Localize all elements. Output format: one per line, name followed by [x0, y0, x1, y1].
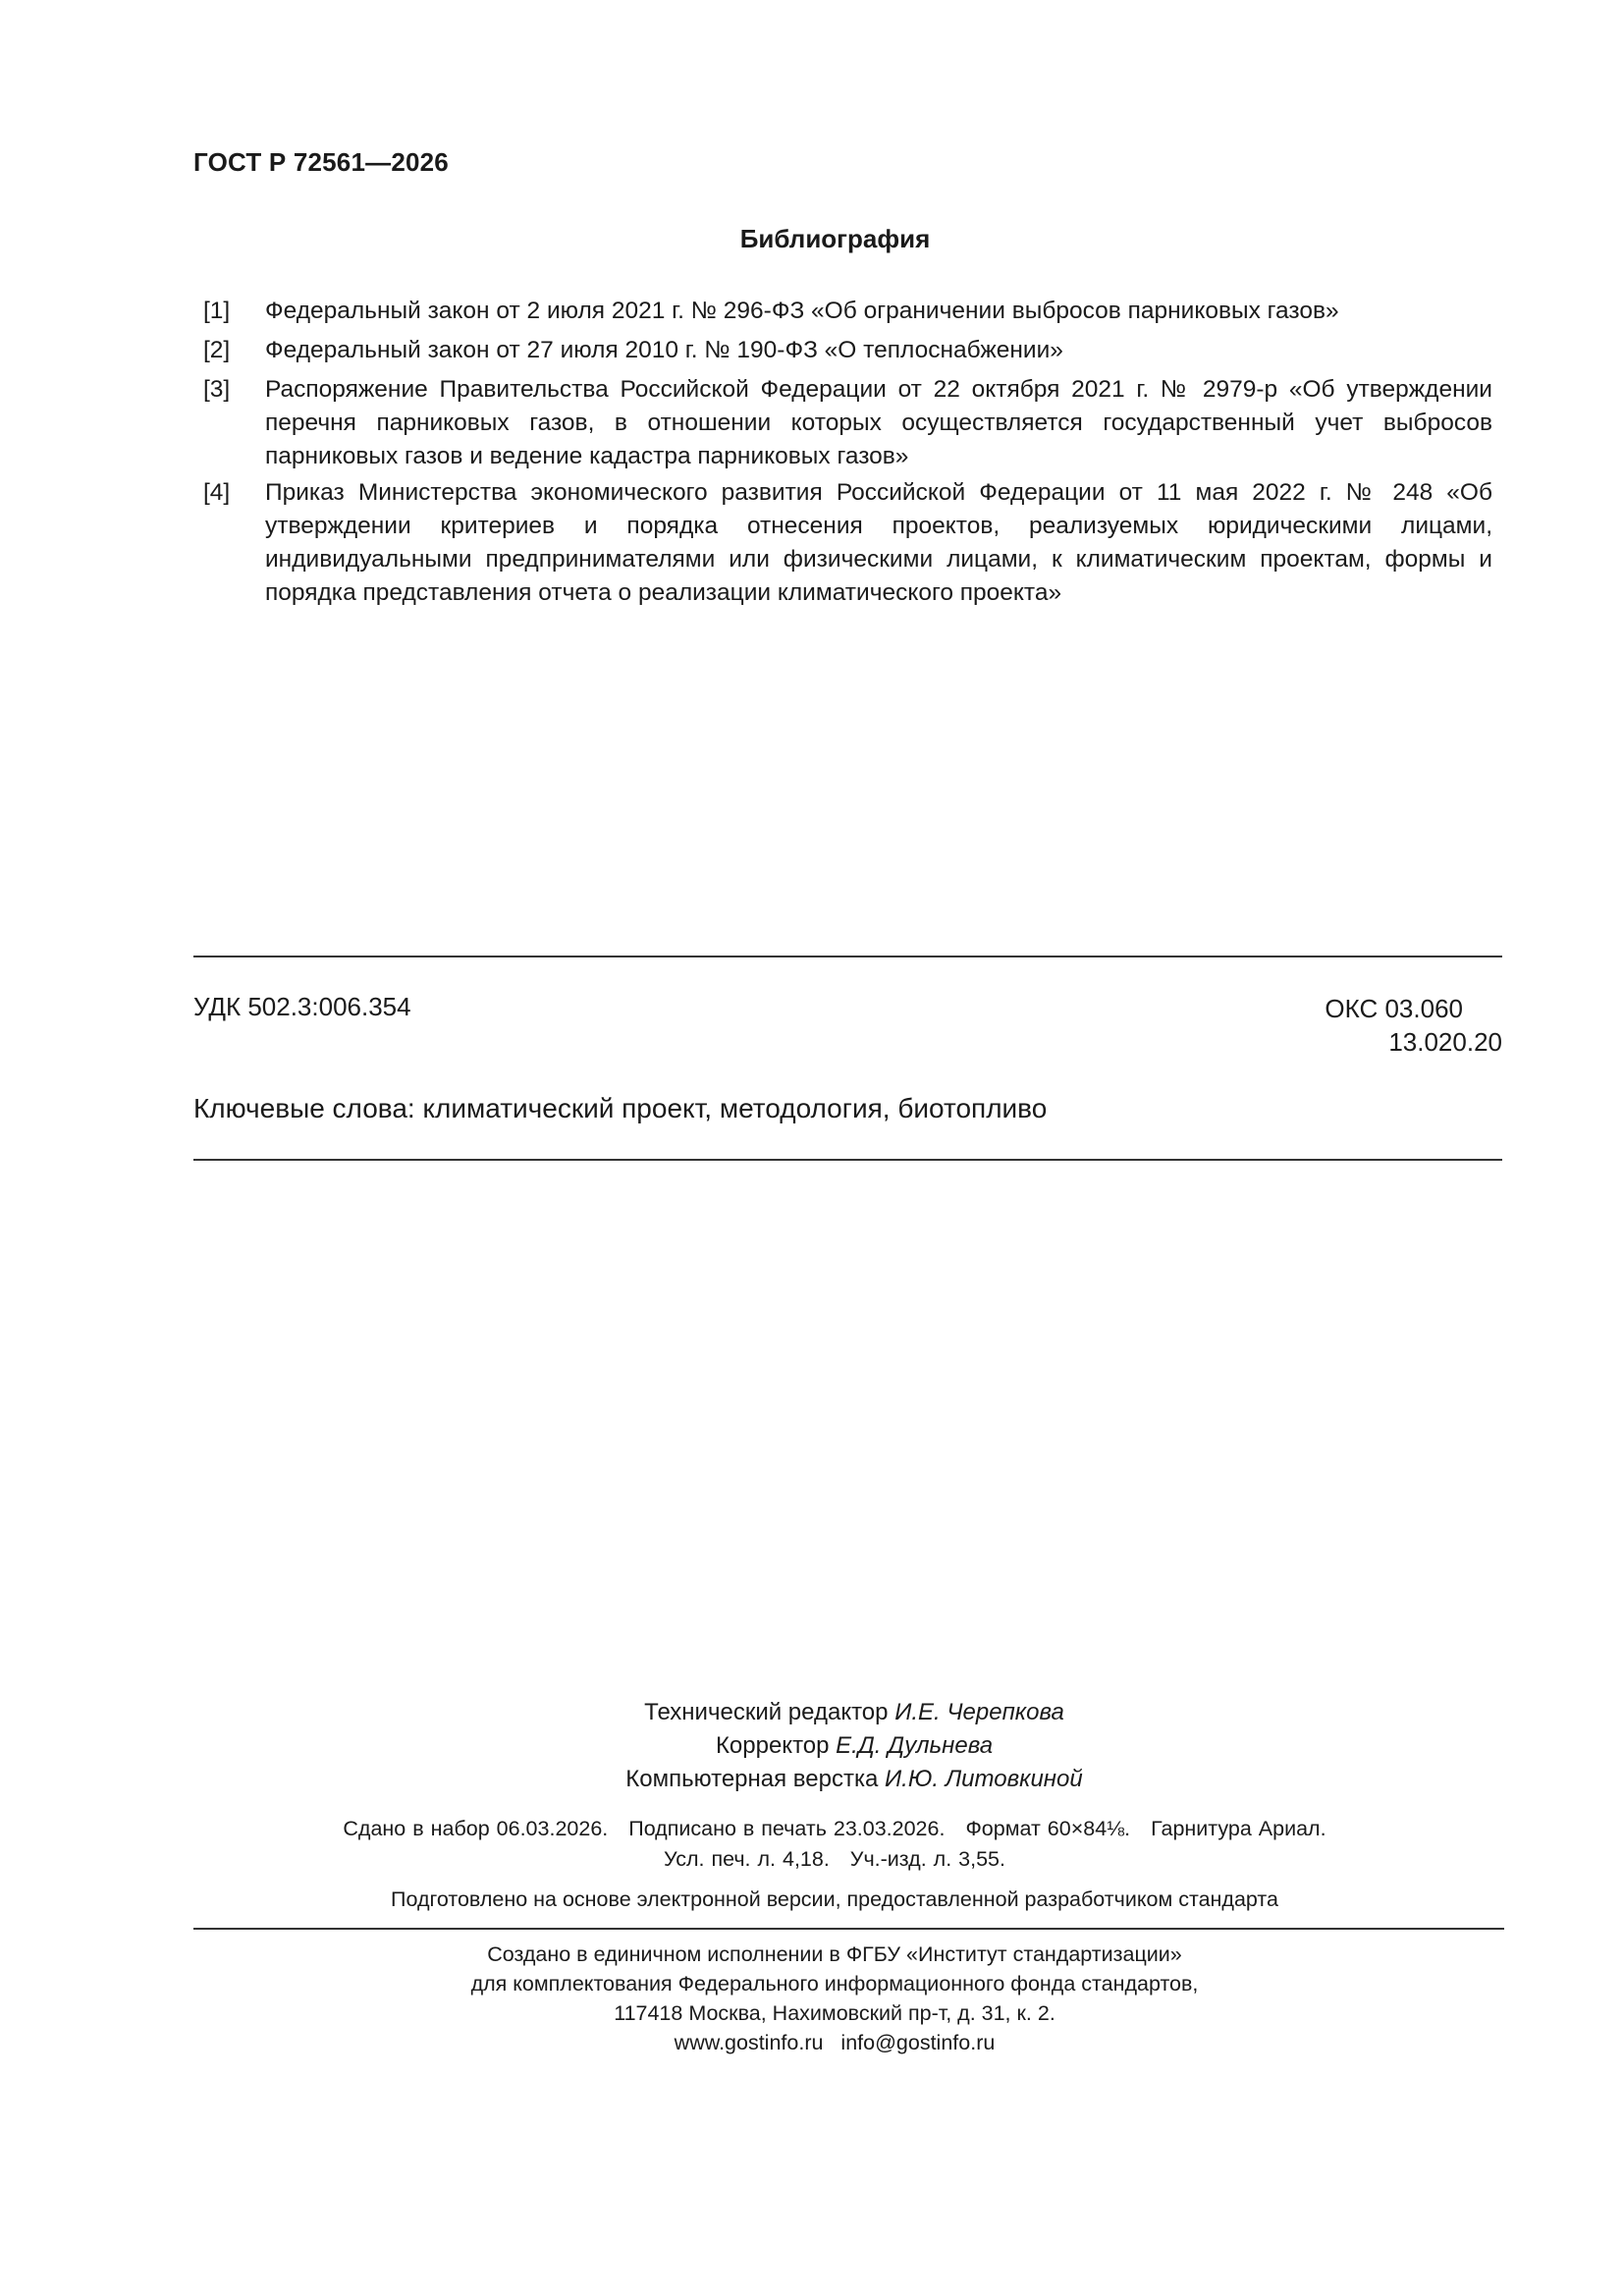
divider-top	[193, 956, 1502, 957]
bibliography-item-number: [3]	[203, 376, 231, 403]
bibliography-item-number: [4]	[203, 479, 231, 506]
bibliography-title: Библиография	[739, 224, 931, 253]
footer-contacts	[295, 2028, 1375, 2057]
footer-line-2: для комплектования Федерального информационного фонда стандартов,	[470, 1972, 1199, 1995]
footer-line-3: 117418 Москва, Нахимовский пр-т, д. 31, к. 2.	[614, 2001, 1055, 2025]
website-link[interactable]: www.gostinfo.ru	[674, 2031, 824, 2054]
layout-name: И.Ю. Литовкиной	[885, 1766, 1083, 1792]
print-info-line-1	[295, 1814, 1375, 1844]
print-format: Формат 60×84⅛.	[965, 1817, 1131, 1840]
corrector-line	[550, 1729, 1159, 1763]
document-code: ГОСТ Р 72561—2026	[193, 147, 449, 177]
oks-code-primary: ОКС 03.060	[1325, 994, 1463, 1023]
footer-line-1: Создано в единичном исполнении в ФГБУ «Институт стандартизации»	[487, 1942, 1182, 1966]
layout-line	[550, 1763, 1159, 1796]
divider-keywords	[193, 1159, 1502, 1161]
typeface: Гарнитура Ариал.	[1151, 1817, 1326, 1840]
print-info-line-2	[295, 1844, 1375, 1875]
signed-date: Подписано в печать 23.03.2026.	[628, 1817, 946, 1840]
publisher-footer	[295, 1940, 1375, 2057]
tech-editor-name: И.Е. Черепкова	[894, 1699, 1064, 1725]
tech-editor-role: Технический редактор	[644, 1699, 889, 1725]
editorial-credits	[550, 1696, 1159, 1796]
bibliography-item-text: Федеральный закон от 27 июля 2010 г. № 190-ФЗ «О теплоснабжении»	[265, 337, 1063, 363]
udk-code: УДК 502.3:006.354	[193, 992, 411, 1021]
keywords: Ключевые слова: климатический проект, методология, биотопливо	[193, 1093, 1048, 1123]
bibliography-item-text: Приказ Министерства экономического развития Российской Федерации от 11 мая 2022 г. № 248 «Об утверждении критериев и порядка отнесения проектов, реализуемых юридическими лицами, индивидуальными предпринимателями или физическими лицами, к климатическим проектам, формы и порядка представления отчета о реализации климатического проекта»	[265, 479, 1492, 606]
oks-codes	[1276, 992, 1502, 1059]
email-link[interactable]: info@gostinfo.ru	[840, 2031, 996, 2054]
corrector-name: Е.Д. Дульнева	[836, 1732, 994, 1759]
divider-footer	[193, 1928, 1504, 1930]
layout-role: Компьютерная верстка	[625, 1766, 879, 1792]
typeset-date: Сдано в набор 06.03.2026.	[343, 1817, 609, 1840]
tech-editor-line	[550, 1696, 1159, 1729]
prepared-note: Подготовлено на основе электронной версии, предоставленной разработчиком стандарта	[391, 1887, 1278, 1911]
print-info	[295, 1814, 1375, 1875]
bibliography-item-number: [1]	[203, 298, 231, 324]
bibliography-item-text: Распоряжение Правительства Российской Федерации от 22 октября 2021 г. № 2979-р «Об утверждении перечня парниковых газов, в отношении которых осуществляется государственный учет выбросов парниковых газов и ведение кадастра парниковых газов»	[265, 376, 1492, 469]
corrector-role: Корректор	[715, 1732, 830, 1759]
print-sheets: Усл. печ. л. 4,18.	[664, 1847, 830, 1871]
oks-code-secondary: 13.020.20	[1388, 1027, 1502, 1057]
bibliography-item-number: [2]	[203, 337, 231, 363]
publisher-sheets: Уч.-изд. л. 3,55.	[849, 1847, 1005, 1871]
bibliography-item-text: Федеральный закон от 2 июля 2021 г. № 296-ФЗ «Об ограничении выбросов парниковых газов»	[265, 298, 1339, 324]
